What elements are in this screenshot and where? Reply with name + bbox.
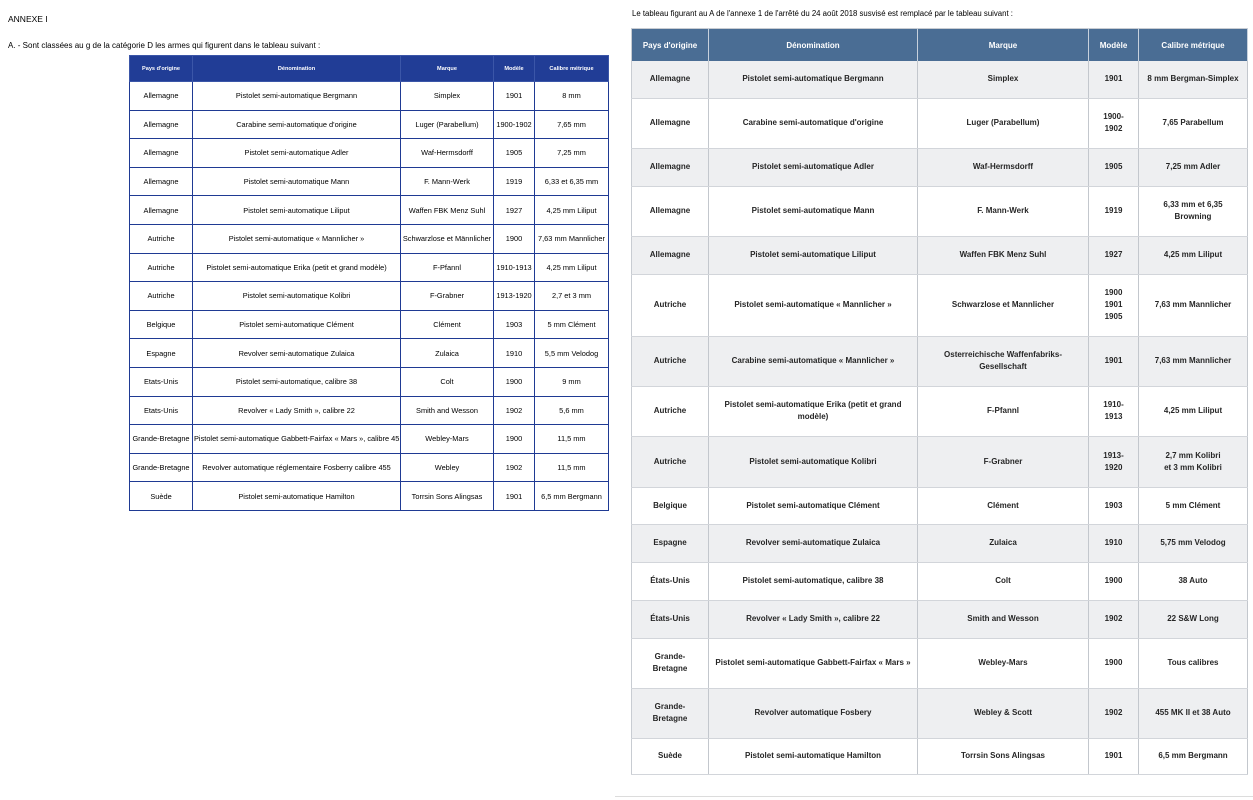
cell-denomination: Revolver automatique réglementaire Fosberry calibre 455 <box>193 453 401 482</box>
cell-denomination: Pistolet semi-automatique Clément <box>193 310 401 339</box>
cell-denomination: Pistolet semi-automatique Kolibri <box>709 436 918 487</box>
cell-pays-origine: Autriche <box>632 386 709 436</box>
cell-modele: 1905 <box>494 139 535 168</box>
cell-pays-origine: Belgique <box>632 487 709 524</box>
cell-pays-origine: Espagne <box>632 524 709 562</box>
cell-denomination: Revolver semi-automatique Zulaica <box>709 524 918 562</box>
cell-marque: Webley <box>401 453 494 482</box>
cell-modele: 1910 <box>494 339 535 368</box>
cell-modele: 1913- 1920 <box>1089 436 1139 487</box>
cell-marque: Osterreichische Waffenfabriks- Gesellschaft <box>918 336 1089 386</box>
column-header-pays-origine: Pays d'origine <box>632 29 709 62</box>
cell-pays-origine: Allemagne <box>632 236 709 274</box>
cell-calibre: 4,25 mm Liliput <box>1139 236 1248 274</box>
cell-denomination: Revolver semi-automatique Zulaica <box>193 339 401 368</box>
cell-denomination: Pistolet semi-automatique, calibre 38 <box>193 367 401 396</box>
cell-modele: 1901 <box>494 82 535 111</box>
cell-denomination: Pistolet semi-automatique Erika (petit et grand modèle) <box>709 386 918 436</box>
cell-pays-origine: Grande- Bretagne <box>632 638 709 688</box>
table-header-row <box>130 56 609 82</box>
cell-marque: Zulaica <box>918 524 1089 562</box>
cell-modele: 1919 <box>1089 186 1139 236</box>
table-row <box>632 738 1248 774</box>
cell-denomination: Pistolet semi-automatique Kolibri <box>193 282 401 311</box>
table-row <box>632 386 1248 436</box>
amended-weapons-table <box>631 28 1248 775</box>
cell-pays-origine: Allemagne <box>632 61 709 98</box>
table-body <box>130 82 609 511</box>
cell-calibre: 7,63 mm Mannlicher <box>1139 336 1248 386</box>
cell-pays-origine: Autriche <box>632 274 709 336</box>
cell-calibre: 5,6 mm <box>535 396 609 425</box>
table-row <box>130 139 609 168</box>
cell-modele: 1927 <box>494 196 535 225</box>
cell-pays-origine: Etats-Unis <box>130 396 193 425</box>
cell-calibre: 4,25 mm Liliput <box>535 196 609 225</box>
column-header-pays-origine: Pays d'origine <box>130 56 193 82</box>
cell-pays-origine: Autriche <box>632 336 709 386</box>
column-header-modele: Modèle <box>494 56 535 82</box>
cell-marque: Luger (Parabellum) <box>401 110 494 139</box>
table-row <box>632 274 1248 336</box>
table-row <box>632 688 1248 738</box>
cell-calibre: 2,7 et 3 mm <box>535 282 609 311</box>
cell-pays-origine: Allemagne <box>130 167 193 196</box>
cell-denomination: Carabine semi-automatique « Mannlicher » <box>709 336 918 386</box>
table-row <box>130 396 609 425</box>
cell-calibre: 6,33 et 6,35 mm <box>535 167 609 196</box>
cell-calibre: 7,63 mm Mannlicher <box>1139 274 1248 336</box>
cell-marque: Clément <box>918 487 1089 524</box>
amended-annex-document <box>615 0 1253 800</box>
cell-marque: Torrsin Sons Alingsas <box>401 482 494 511</box>
cell-modele: 1902 <box>1089 688 1139 738</box>
column-header-modele: Modèle <box>1089 29 1139 62</box>
cell-modele: 1901 <box>1089 738 1139 774</box>
cell-modele: 1910 <box>1089 524 1139 562</box>
cell-denomination: Pistolet semi-automatique Hamilton <box>709 738 918 774</box>
cell-marque: F-Grabner <box>918 436 1089 487</box>
cell-calibre: 11,5 mm <box>535 453 609 482</box>
cell-marque: Colt <box>918 562 1089 600</box>
cell-pays-origine: Allemagne <box>130 82 193 111</box>
cell-marque: Schwarzlose et Männlicher <box>401 224 494 253</box>
cell-denomination: Pistolet semi-automatique Adler <box>709 148 918 186</box>
cell-calibre: 6,33 mm et 6,35 Browning <box>1139 186 1248 236</box>
cell-pays-origine: Allemagne <box>130 110 193 139</box>
cell-marque: Webley & Scott <box>918 688 1089 738</box>
cell-marque: Simplex <box>918 61 1089 98</box>
table-row <box>632 98 1248 148</box>
cell-denomination: Pistolet semi-automatique Gabbett-Fairfax « Mars », calibre 45 <box>193 425 401 454</box>
cell-denomination: Pistolet semi-automatique Mann <box>709 186 918 236</box>
table-row <box>130 110 609 139</box>
cell-pays-origine: Autriche <box>130 224 193 253</box>
cell-marque: Waffen FBK Menz Suhl <box>401 196 494 225</box>
cell-pays-origine: Grande-Bretagne <box>130 425 193 454</box>
cell-pays-origine: Autriche <box>130 282 193 311</box>
original-annex-document <box>0 0 615 800</box>
annexe-title: ANNEXE I <box>8 14 48 24</box>
cell-marque: Webley-Mars <box>918 638 1089 688</box>
table-row <box>632 600 1248 638</box>
cell-calibre: 6,5 mm Bergmann <box>535 482 609 511</box>
cell-marque: F. Mann-Werk <box>401 167 494 196</box>
cell-calibre: 22 S&W Long <box>1139 600 1248 638</box>
table-header-row <box>632 29 1248 62</box>
cell-denomination: Pistolet semi-automatique Clément <box>709 487 918 524</box>
cell-pays-origine: Etats-Unis <box>130 367 193 396</box>
cell-marque: Webley-Mars <box>401 425 494 454</box>
cell-pays-origine: Suède <box>130 482 193 511</box>
cell-calibre: 7,65 mm <box>535 110 609 139</box>
cell-modele: 1903 <box>1089 487 1139 524</box>
divider <box>615 796 1253 797</box>
table-row <box>130 425 609 454</box>
cell-calibre: 2,7 mm Kolibri et 3 mm Kolibri <box>1139 436 1248 487</box>
cell-modele: 1900 <box>1089 638 1139 688</box>
cell-pays-origine: Espagne <box>130 339 193 368</box>
cell-modele: 1900- 1902 <box>1089 98 1139 148</box>
cell-calibre: Tous calibres <box>1139 638 1248 688</box>
cell-modele: 1927 <box>1089 236 1139 274</box>
cell-marque: Luger (Parabellum) <box>918 98 1089 148</box>
cell-modele: 1902 <box>1089 600 1139 638</box>
amendment-intro: Le tableau figurant au A de l'annexe 1 de l'arrêté du 24 août 2018 susvisé est remplacé par le tableau suivant : <box>632 9 1013 18</box>
cell-marque: F-Grabner <box>401 282 494 311</box>
cell-modele: 1905 <box>1089 148 1139 186</box>
cell-calibre: 5 mm Clément <box>535 310 609 339</box>
cell-calibre: 5,75 mm Velodog <box>1139 524 1248 562</box>
cell-calibre: 4,25 mm Liliput <box>535 253 609 282</box>
column-header-calibre: Calibre métrique <box>535 56 609 82</box>
cell-modele: 1900 <box>1089 562 1139 600</box>
cell-calibre: 11,5 mm <box>535 425 609 454</box>
table-row <box>130 282 609 311</box>
cell-calibre: 38 Auto <box>1139 562 1248 600</box>
cell-pays-origine: Autriche <box>130 253 193 282</box>
cell-denomination: Pistolet semi-automatique Mann <box>193 167 401 196</box>
cell-modele: 1913-1920 <box>494 282 535 311</box>
cell-pays-origine: Belgique <box>130 310 193 339</box>
table-row <box>632 61 1248 98</box>
table-row <box>632 186 1248 236</box>
cell-modele: 1902 <box>494 453 535 482</box>
table-row <box>632 436 1248 487</box>
table-row <box>130 367 609 396</box>
cell-denomination: Pistolet semi-automatique, calibre 38 <box>709 562 918 600</box>
cell-marque: Torrsin Sons Alingsas <box>918 738 1089 774</box>
column-header-marque: Marque <box>918 29 1089 62</box>
cell-pays-origine: Grande- Bretagne <box>632 688 709 738</box>
original-weapons-table <box>129 55 609 511</box>
cell-denomination: Pistolet semi-automatique Liliput <box>193 196 401 225</box>
cell-pays-origine: Grande-Bretagne <box>130 453 193 482</box>
cell-pays-origine: Allemagne <box>130 139 193 168</box>
table-row <box>130 339 609 368</box>
cell-pays-origine: Autriche <box>632 436 709 487</box>
cell-modele: 1901 <box>1089 61 1139 98</box>
cell-marque: F-Pfannl <box>401 253 494 282</box>
cell-marque: Clément <box>401 310 494 339</box>
cell-calibre: 7,65 Parabellum <box>1139 98 1248 148</box>
cell-denomination: Pistolet semi-automatique Gabbett-Fairfax « Mars » <box>709 638 918 688</box>
table-row <box>632 562 1248 600</box>
table-body <box>632 61 1248 774</box>
cell-calibre: 9 mm <box>535 367 609 396</box>
cell-modele: 1900 <box>494 224 535 253</box>
table-row <box>130 453 609 482</box>
cell-calibre: 7,63 mm Mannlicher <box>535 224 609 253</box>
cell-denomination: Pistolet semi-automatique « Mannlicher » <box>193 224 401 253</box>
cell-marque: Waf-Hermsdorff <box>918 148 1089 186</box>
cell-denomination: Revolver automatique Fosbery <box>709 688 918 738</box>
table-row <box>130 167 609 196</box>
cell-calibre: 5 mm Clément <box>1139 487 1248 524</box>
cell-calibre: 6,5 mm Bergmann <box>1139 738 1248 774</box>
column-header-marque: Marque <box>401 56 494 82</box>
cell-modele: 1900 1901 1905 <box>1089 274 1139 336</box>
cell-calibre: 7,25 mm <box>535 139 609 168</box>
cell-marque: Smith and Wesson <box>918 600 1089 638</box>
table-row <box>632 487 1248 524</box>
cell-denomination: Pistolet semi-automatique Adler <box>193 139 401 168</box>
cell-marque: Simplex <box>401 82 494 111</box>
table-row <box>632 336 1248 386</box>
cell-denomination: Pistolet semi-automatique Erika (petit et grand modèle) <box>193 253 401 282</box>
cell-denomination: Pistolet semi-automatique Bergmann <box>709 61 918 98</box>
cell-marque: Waf-Hermsdorff <box>401 139 494 168</box>
cell-denomination: Pistolet semi-automatique Bergmann <box>193 82 401 111</box>
intro-paragraph: A. - Sont classées au g de la catégorie D les armes qui figurent dans le tableau suivant : <box>8 41 321 50</box>
cell-pays-origine: Suède <box>632 738 709 774</box>
cell-modele: 1900 <box>494 367 535 396</box>
cell-calibre: 5,5 mm Velodog <box>535 339 609 368</box>
cell-calibre: 455 MK II et 38 Auto <box>1139 688 1248 738</box>
table-row <box>632 148 1248 186</box>
table-row <box>632 524 1248 562</box>
cell-modele: 1919 <box>494 167 535 196</box>
cell-marque: Zulaica <box>401 339 494 368</box>
table-row <box>130 82 609 111</box>
cell-calibre: 7,25 mm Adler <box>1139 148 1248 186</box>
cell-pays-origine: Allemagne <box>632 98 709 148</box>
column-header-denomination: Dénomination <box>709 29 918 62</box>
cell-modele: 1902 <box>494 396 535 425</box>
cell-pays-origine: États-Unis <box>632 562 709 600</box>
cell-marque: Smith and Wesson <box>401 396 494 425</box>
cell-denomination: Carabine semi-automatique d'origine <box>193 110 401 139</box>
table-row <box>130 196 609 225</box>
cell-pays-origine: Allemagne <box>632 148 709 186</box>
table-row <box>130 310 609 339</box>
table-row <box>130 253 609 282</box>
cell-modele: 1900 <box>494 425 535 454</box>
cell-calibre: 8 mm <box>535 82 609 111</box>
cell-marque: Waffen FBK Menz Suhl <box>918 236 1089 274</box>
cell-marque: Schwarzlose et Mannlicher <box>918 274 1089 336</box>
cell-denomination: Pistolet semi-automatique « Mannlicher » <box>709 274 918 336</box>
cell-modele: 1901 <box>1089 336 1139 386</box>
cell-modele: 1910- 1913 <box>1089 386 1139 436</box>
table-row <box>632 236 1248 274</box>
table-row <box>130 482 609 511</box>
column-header-calibre: Calibre métrique <box>1139 29 1248 62</box>
cell-denomination: Revolver « Lady Smith », calibre 22 <box>709 600 918 638</box>
table-row <box>632 638 1248 688</box>
cell-calibre: 8 mm Bergman-Simplex <box>1139 61 1248 98</box>
cell-marque: F-Pfannl <box>918 386 1089 436</box>
cell-modele: 1903 <box>494 310 535 339</box>
cell-denomination: Pistolet semi-automatique Liliput <box>709 236 918 274</box>
cell-modele: 1900-1902 <box>494 110 535 139</box>
cell-marque: F. Mann-Werk <box>918 186 1089 236</box>
cell-denomination: Carabine semi-automatique d'origine <box>709 98 918 148</box>
cell-denomination: Revolver « Lady Smith », calibre 22 <box>193 396 401 425</box>
cell-marque: Colt <box>401 367 494 396</box>
column-header-denomination: Dénomination <box>193 56 401 82</box>
cell-pays-origine: États-Unis <box>632 600 709 638</box>
cell-modele: 1910-1913 <box>494 253 535 282</box>
cell-denomination: Pistolet semi-automatique Hamilton <box>193 482 401 511</box>
table-row <box>130 224 609 253</box>
cell-pays-origine: Allemagne <box>130 196 193 225</box>
cell-pays-origine: Allemagne <box>632 186 709 236</box>
cell-calibre: 4,25 mm Liliput <box>1139 386 1248 436</box>
cell-modele: 1901 <box>494 482 535 511</box>
